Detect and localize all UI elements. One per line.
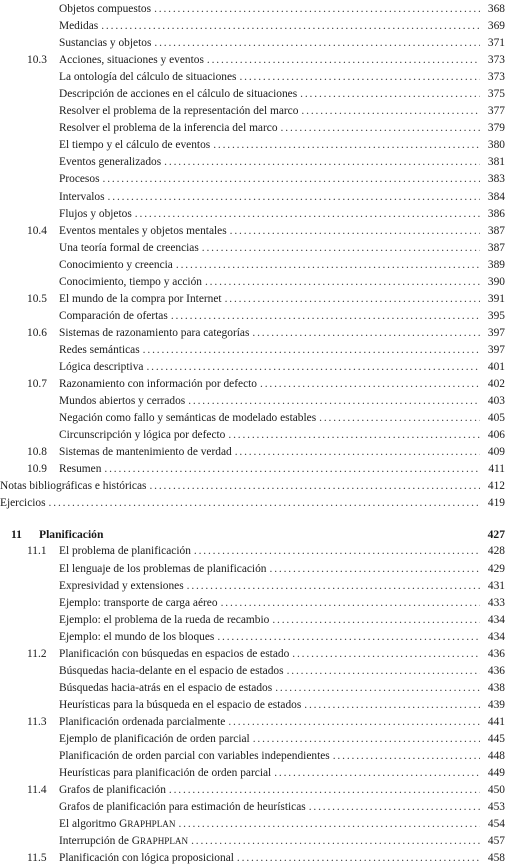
toc-title: Procesos <box>59 173 100 186</box>
toc-entry-row[interactable] <box>0 342 512 359</box>
toc-title: Intervalos <box>59 190 105 203</box>
toc-title: Razonamiento con información por defecto <box>59 378 257 391</box>
toc-title: Ejemplo: el mundo de los bloques <box>59 630 215 643</box>
toc-title: Resumen <box>59 463 102 476</box>
toc-page-number: 391 <box>487 292 505 305</box>
toc-entry-row[interactable] <box>0 748 512 765</box>
dot-leader <box>205 274 480 291</box>
toc-page-number: 373 <box>487 54 505 67</box>
toc-page-number: 387 <box>487 241 505 254</box>
toc-page-number: 390 <box>487 275 505 288</box>
toc-number: 11.5 <box>27 852 47 865</box>
toc-page-number: 395 <box>487 309 505 322</box>
dot-leader <box>235 444 480 461</box>
toc-title: Heurísticas para planificación de orden parcial <box>59 767 272 780</box>
toc-entry-row[interactable] <box>0 120 512 137</box>
toc-title: Interrupción de GRAPHPLAN <box>59 835 189 848</box>
toc-page-number: 434 <box>487 613 505 626</box>
toc-title: Planificación ordenada parcialmente <box>59 715 226 728</box>
dot-leader <box>225 291 480 308</box>
toc-title: Eventos mentales y objetos mentales <box>59 224 227 237</box>
toc-title: Ejemplo de planificación de orden parcial <box>59 732 250 745</box>
toc-entry-row[interactable] <box>0 189 512 206</box>
dot-leader <box>207 52 480 69</box>
toc-section-row[interactable] <box>0 291 512 308</box>
toc-page-number: 383 <box>487 173 505 186</box>
dot-leader <box>187 578 480 595</box>
toc-title: Heurísticas para la búsqueda en el espacio de estados <box>59 698 302 711</box>
toc-title: Ejercicios <box>0 497 46 510</box>
toc-page-number: 401 <box>487 360 505 373</box>
toc-title: Grafos de planificación para estimación de heurísticas <box>59 801 306 814</box>
dot-leader <box>202 240 480 257</box>
toc-entry-row[interactable] <box>0 103 512 120</box>
toc-page-number: 369 <box>487 20 505 33</box>
dot-leader <box>230 223 480 240</box>
toc-page-number: 433 <box>487 596 505 609</box>
toc-number: 10.6 <box>27 326 47 339</box>
toc-page-number: 411 <box>488 463 505 476</box>
dot-leader <box>176 257 480 274</box>
dot-leader <box>149 478 480 495</box>
toc-page-number: 397 <box>487 343 505 356</box>
toc-page-number: 406 <box>487 429 505 442</box>
dot-leader <box>237 850 480 867</box>
toc-title: Planificación <box>39 528 104 542</box>
toc-title: Circunscripción y lógica por defecto <box>59 429 226 442</box>
toc-title: Redes semánticas <box>59 343 140 356</box>
dot-leader <box>228 427 480 444</box>
toc-page-number: 436 <box>487 647 505 660</box>
toc-title: Ejemplo: el problema de la rueda de recambio <box>59 613 270 626</box>
dot-leader <box>194 543 480 560</box>
toc-number: 11 <box>11 528 22 542</box>
toc-title: Medidas <box>59 20 99 33</box>
dot-leader <box>333 748 480 765</box>
toc-title: Eventos generalizados <box>59 156 162 169</box>
toc-page-number: 373 <box>487 71 505 84</box>
dot-leader <box>143 342 480 359</box>
toc-title: Notas bibliográficas e históricas <box>0 480 147 493</box>
dot-leader <box>104 461 480 478</box>
toc-page-number: 397 <box>487 326 505 339</box>
toc-chapter-row[interactable] <box>0 526 512 543</box>
toc-title: Una teoría formal de creencias <box>59 241 199 254</box>
toc-page-number: 375 <box>487 88 505 101</box>
toc-entry-row[interactable] <box>0 561 512 578</box>
toc-page-number: 402 <box>487 378 505 391</box>
dot-leader <box>191 833 480 850</box>
toc-number: 11.3 <box>27 715 47 728</box>
dot-leader <box>309 799 480 816</box>
toc-entry-row[interactable] <box>0 18 512 35</box>
dot-leader <box>301 103 480 120</box>
toc-page-number: 409 <box>487 446 505 459</box>
toc-entry-row[interactable] <box>0 495 512 512</box>
toc-entry-row[interactable] <box>0 427 512 444</box>
toc-title: El lenguaje de los problemas de planificación <box>59 562 267 575</box>
dot-leader <box>239 69 480 86</box>
dot-leader <box>178 816 480 833</box>
dot-leader <box>164 154 480 171</box>
toc-title: El problema de planificación <box>59 545 191 558</box>
toc-page-number: 419 <box>487 497 505 510</box>
toc-page-number: 386 <box>487 207 505 220</box>
dot-leader <box>171 308 480 325</box>
toc-number: 11.2 <box>27 647 47 660</box>
dot-leader <box>169 782 480 799</box>
toc-page-number: 371 <box>487 37 505 50</box>
dot-leader <box>146 359 480 376</box>
toc-title: Flujos y objetos <box>59 207 132 220</box>
toc-title: Objetos compuestos <box>59 3 152 15</box>
toc-entry-row[interactable] <box>0 1 512 18</box>
toc-entry-row[interactable] <box>0 410 512 427</box>
toc-page-number: 412 <box>487 480 505 493</box>
toc-title: Mundos abiertos y cerrados <box>59 395 186 408</box>
toc-title: Sistemas de razonamiento para categorías <box>59 326 250 339</box>
toc-page-number: 458 <box>487 852 505 865</box>
toc-entry-row[interactable] <box>0 86 512 103</box>
toc-title: El algoritmo GRAPHPLAN <box>59 818 176 831</box>
dot-leader <box>287 663 480 680</box>
toc-title: Grafos de planificación <box>59 784 166 797</box>
chapter-gap <box>0 512 512 526</box>
toc-entry-row[interactable] <box>0 69 512 86</box>
toc-entry-row[interactable] <box>0 240 512 257</box>
toc-page-number: 427 <box>487 528 505 542</box>
table-of-contents <box>0 1 512 867</box>
toc-number: 11.1 <box>27 545 47 558</box>
toc-section-row[interactable] <box>0 461 512 478</box>
toc-title: Sustancias y objetos <box>59 37 152 50</box>
toc-entry-row[interactable] <box>0 595 512 612</box>
toc-entry-row[interactable] <box>0 816 512 833</box>
toc-title: El mundo de la compra por Internet <box>59 292 222 305</box>
dot-leader <box>217 629 480 646</box>
toc-page-number: 457 <box>487 835 505 848</box>
dot-leader <box>221 595 480 612</box>
toc-page-number: 436 <box>487 664 505 677</box>
toc-entry-row[interactable] <box>0 833 512 850</box>
toc-page-number: 448 <box>487 750 505 763</box>
dot-leader <box>292 646 480 663</box>
toc-page-number: 454 <box>487 818 505 831</box>
dot-leader <box>103 171 481 188</box>
dot-leader <box>253 731 480 748</box>
toc-entry-row[interactable] <box>0 680 512 697</box>
dot-leader <box>49 495 480 512</box>
toc-section-row[interactable] <box>0 325 512 342</box>
toc-page-number: 439 <box>487 698 505 711</box>
toc-title: Comparación de ofertas <box>59 309 168 322</box>
toc-page-number: 445 <box>487 732 505 745</box>
toc-page-number: 405 <box>487 412 505 425</box>
toc-section-row[interactable] <box>0 646 512 663</box>
toc-page-number: 379 <box>487 122 505 135</box>
toc-entry-row[interactable] <box>0 206 512 223</box>
toc-entry-row[interactable] <box>0 393 512 410</box>
toc-entry-row[interactable] <box>0 35 512 52</box>
toc-section-row[interactable] <box>0 714 512 731</box>
toc-entry-row[interactable] <box>0 612 512 629</box>
dot-leader <box>228 714 480 731</box>
toc-entry-row[interactable] <box>0 697 512 714</box>
toc-entry-row[interactable] <box>0 663 512 680</box>
toc-entry-row[interactable] <box>0 171 512 188</box>
toc-section-row[interactable] <box>0 782 512 799</box>
toc-title: Resolver el problema de la inferencia del marco <box>59 122 278 135</box>
toc-page-number: 384 <box>487 190 505 203</box>
toc-page-number: 387 <box>487 224 505 237</box>
toc-page-number: 389 <box>487 258 505 271</box>
dot-leader <box>281 120 480 137</box>
toc-section-row[interactable] <box>0 543 512 560</box>
toc-title: Negación como fallo y semánticas de modelado estables <box>59 412 317 425</box>
toc-section-row[interactable] <box>0 376 512 393</box>
toc-entry-row[interactable] <box>0 308 512 325</box>
dot-leader <box>319 410 480 427</box>
toc-section-row[interactable] <box>0 52 512 69</box>
toc-title: La ontología del cálculo de situaciones <box>59 71 237 84</box>
toc-section-row[interactable] <box>0 223 512 240</box>
toc-title: Planificación de orden parcial con variables independientes <box>59 750 330 763</box>
toc-section-row[interactable] <box>0 444 512 461</box>
toc-title: Planificación con lógica proposicional <box>59 852 234 865</box>
toc-title: Búsquedas hacia-atrás en el espacio de estados <box>59 681 273 694</box>
toc-entry-row[interactable] <box>0 578 512 595</box>
dot-leader <box>252 325 480 342</box>
toc-page-number: 438 <box>487 681 505 694</box>
toc-page-number: 377 <box>487 105 505 118</box>
toc-number: 10.3 <box>27 54 47 67</box>
dot-leader <box>108 189 480 206</box>
toc-entry-row[interactable] <box>0 765 512 782</box>
toc-number: 10.4 <box>27 224 47 237</box>
toc-title: Acciones, situaciones y eventos <box>59 54 204 67</box>
dot-leader <box>101 18 480 35</box>
toc-page-number: 434 <box>487 630 505 643</box>
toc-title: Ejemplo: transporte de carga aéreo <box>59 596 218 609</box>
dot-leader <box>154 35 480 52</box>
toc-title: Conocimiento, tiempo y acción <box>59 275 202 288</box>
toc-page-number: 450 <box>487 784 505 797</box>
toc-number: 10.8 <box>27 446 47 459</box>
toc-number: 11.4 <box>27 784 47 797</box>
toc-number: 10.7 <box>27 378 47 391</box>
dot-leader <box>304 697 480 714</box>
toc-entry-row[interactable] <box>0 629 512 646</box>
dot-leader <box>188 393 480 410</box>
toc-entry-row[interactable] <box>0 731 512 748</box>
toc-entry-row[interactable] <box>0 257 512 274</box>
toc-title: Lógica descriptiva <box>59 360 144 373</box>
toc-title: Descripción de acciones en el cálculo de situaciones <box>59 88 298 101</box>
dot-leader <box>275 680 480 697</box>
toc-number: 10.9 <box>27 463 47 476</box>
toc-entry-row[interactable] <box>0 154 512 171</box>
toc-title: Búsquedas hacia-delante en el espacio de estados <box>59 664 284 677</box>
toc-entry-row[interactable] <box>0 137 512 154</box>
toc-page-number: 453 <box>487 801 505 814</box>
toc-number: 10.5 <box>27 292 47 305</box>
toc-title: Sistemas de mantenimiento de verdad <box>59 446 232 459</box>
dot-leader <box>274 765 480 782</box>
dot-leader <box>135 206 480 223</box>
toc-page-number: 403 <box>487 395 505 408</box>
dot-leader <box>260 376 480 393</box>
toc-entry-row[interactable] <box>0 359 512 376</box>
toc-page-number: 368 <box>487 3 505 15</box>
toc-page-number: 381 <box>487 156 505 169</box>
toc-title: Resolver el problema de la representación del marco <box>59 105 299 118</box>
dot-leader <box>154 1 480 18</box>
dot-leader <box>272 612 480 629</box>
toc-page-number: 431 <box>487 579 505 592</box>
toc-page-number: 441 <box>487 715 505 728</box>
toc-title: Expresividad y extensiones <box>59 579 184 592</box>
toc-section-row[interactable] <box>0 850 512 867</box>
toc-page-number: 380 <box>487 139 505 152</box>
toc-page-number: 429 <box>487 562 505 575</box>
dot-leader <box>300 86 480 103</box>
toc-entry-row[interactable] <box>0 478 512 495</box>
dot-leader <box>213 137 480 154</box>
toc-entry-row[interactable] <box>0 799 512 816</box>
toc-entry-row[interactable] <box>0 274 512 291</box>
toc-title: Planificación con búsquedas en espacios de estado <box>59 647 290 660</box>
toc-title: Conocimiento y creencia <box>59 258 173 271</box>
dot-leader <box>270 561 481 578</box>
toc-page-number: 449 <box>487 767 505 780</box>
toc-title: El tiempo y el cálculo de eventos <box>59 139 211 152</box>
toc-page-number: 428 <box>487 545 505 558</box>
